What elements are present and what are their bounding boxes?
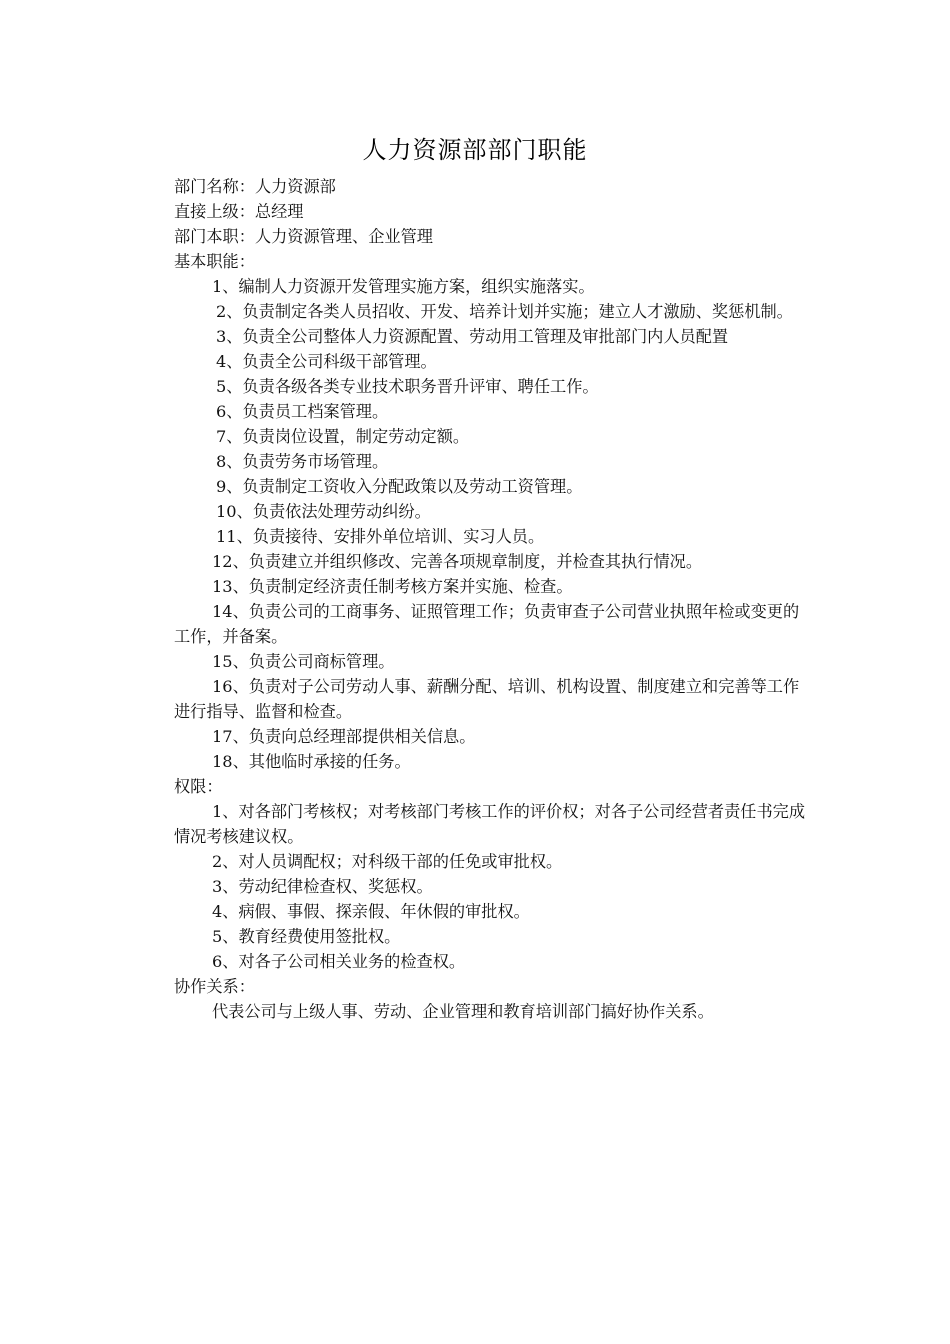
function-item: 7、负责岗位设置，制定劳动定额。	[216, 427, 470, 446]
function-item: 9、负责制定工资收入分配政策以及劳动工资管理。	[216, 477, 583, 496]
function-item: 1、编制人力资源开发管理实施方案，组织实施落实。	[212, 277, 595, 296]
authority-item: 1、对各部门考核权；对考核部门考核工作的评价权；对各子公司经营者责任书完成情况考核建议权。	[174, 802, 806, 846]
function-item: 15、负责公司商标管理。	[212, 652, 395, 671]
document-title: 人力资源部部门职能	[362, 136, 588, 164]
function-item: 14、负责公司的工商事务、证照管理工作；负责审查子公司营业执照年检或变更的工作，并备案。	[174, 602, 800, 646]
function-item: 5、负责各级各类专业技术职务晋升评审、聘任工作。	[216, 377, 599, 396]
function-item: 13、负责制定经济责任制考核方案并实施、检查。	[212, 577, 573, 596]
function-item: 16、负责对子公司劳动人事、薪酬分配、培训、机构设置、制度建立和完善等工作进行指导、监督和检查。	[174, 677, 800, 721]
functions-heading: 基本职能：	[174, 252, 255, 271]
authority-heading: 权限：	[174, 777, 223, 796]
authority-item: 5、教育经费使用签批权。	[212, 927, 401, 946]
function-item: 10、负责依法处理劳动纠纷。	[216, 502, 431, 521]
document-body	[174, 174, 810, 1024]
function-item: 18、其他临时承接的任务。	[212, 752, 411, 771]
function-item: 4、负责全公司科级干部管理。	[216, 352, 437, 371]
cooperation-text: 代表公司与上级人事、劳动、企业管理和教育培训部门搞好协作关系。	[212, 1002, 714, 1021]
authority-item: 4、病假、事假、探亲假、年休假的审批权。	[212, 902, 530, 921]
duty-line: 部门本职：人力资源管理、企业管理	[174, 227, 433, 246]
authority-item: 2、对人员调配权；对科级干部的任免或审批权。	[212, 852, 563, 871]
function-item: 6、负责员工档案管理。	[216, 402, 389, 421]
authority-item: 3、劳动纪律检查权、奖惩权。	[212, 877, 433, 896]
cooperation-heading: 协作关系：	[174, 977, 255, 996]
dept-name-line: 部门名称：人力资源部	[174, 177, 336, 196]
function-item: 17、负责向总经理部提供相关信息。	[212, 727, 476, 746]
superior-line: 直接上级：总经理	[174, 202, 304, 221]
function-item: 3、负责全公司整体人力资源配置、劳动用工管理及审批部门内人员配置	[216, 327, 729, 346]
function-item: 11、负责接待、安排外单位培训、实习人员。	[216, 527, 545, 546]
authority-item: 6、对各子公司相关业务的检查权。	[212, 952, 466, 971]
function-item: 2、负责制定各类人员招收、开发、培养计划并实施；建立人才激励、奖惩机制。	[216, 302, 793, 321]
function-item: 8、负责劳务市场管理。	[216, 452, 389, 471]
function-item: 12、负责建立并组织修改、完善各项规章制度，并检查其执行情况。	[212, 552, 703, 571]
